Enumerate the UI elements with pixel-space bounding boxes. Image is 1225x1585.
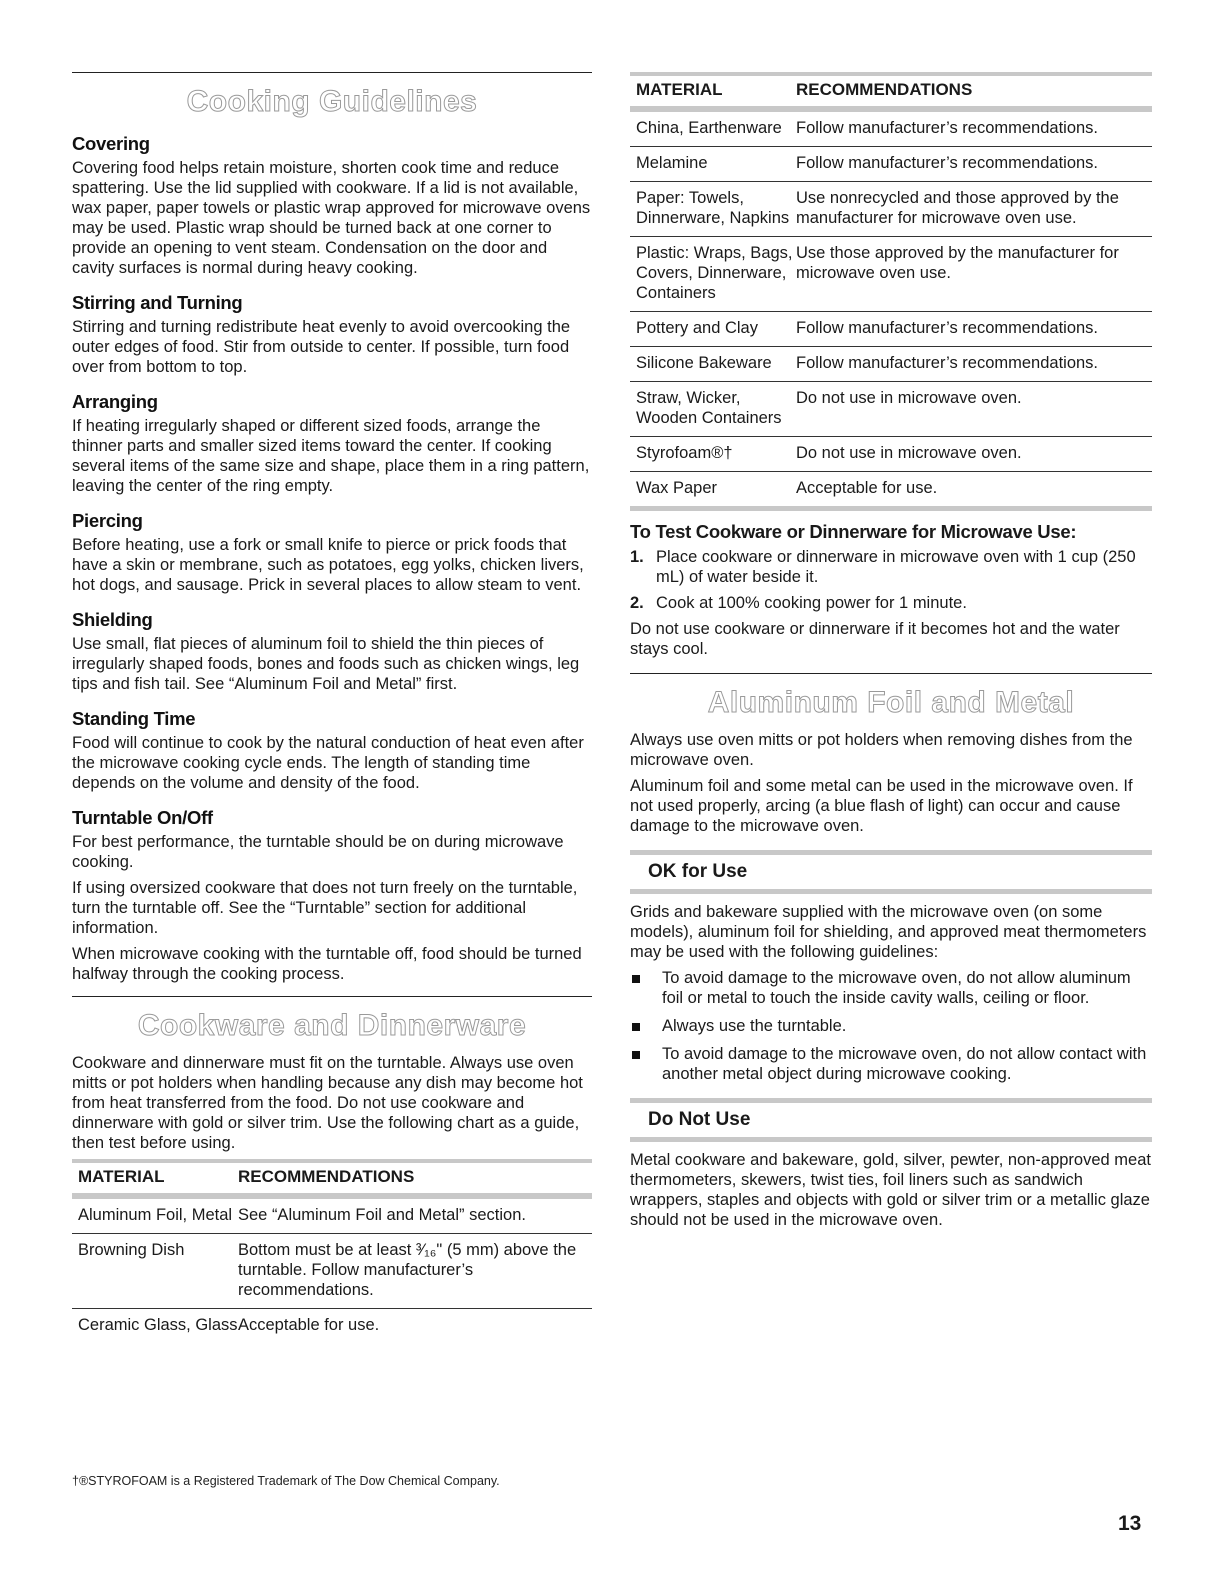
table-row bbox=[72, 1234, 592, 1309]
bullet-square-icon bbox=[630, 1016, 662, 1036]
do-not-use-heading: Do Not Use bbox=[630, 1098, 1152, 1142]
materials-table-right bbox=[630, 72, 1152, 511]
arranging-heading: Arranging bbox=[72, 391, 158, 412]
material-cell: Aluminum Foil, Metal bbox=[78, 1206, 233, 1224]
recommendations-header: RECOMMENDATIONS bbox=[796, 80, 973, 99]
recommendations-header: RECOMMENDATIONS bbox=[238, 1167, 415, 1186]
foil-text-1: Always use oven mitts or pot holders when removing dishes from the microwave oven. bbox=[630, 731, 1133, 769]
recommendation-cell: Do not use in microwave oven. bbox=[796, 444, 1022, 462]
bullet-text: To avoid damage to the microwave oven, do not allow aluminum foil or metal to touch the inside cavity walls, ceiling or floor. bbox=[662, 969, 1131, 1007]
material-cell: Paper: Towels, Dinnerware, Napkins bbox=[636, 189, 790, 227]
material-cell: China, Earthenware bbox=[636, 119, 782, 137]
turntable-text-2: If using oversized cookware that does not turn freely on the turntable, turn the turntable off. See the “Turntable” section for additional information. bbox=[72, 879, 578, 937]
material-cell: Browning Dish bbox=[78, 1241, 185, 1259]
table-row bbox=[630, 147, 1152, 182]
table-row bbox=[630, 237, 1152, 312]
step-item bbox=[630, 593, 1152, 613]
test-steps bbox=[630, 547, 1152, 613]
foil-text-2: Aluminum foil and some metal can be used in the microwave oven. If not used properly, arcing (a blue flash of light) can occur and cause damage to the microwave oven. bbox=[630, 777, 1133, 835]
recommendation-cell: Follow manufacturer’s recommendations. bbox=[796, 354, 1099, 372]
cookware-text: Cookware and dinnerware must fit on the turntable. Always use oven mitts or pot holders when handling because any dish may become hot from heat transferred from the food. Do not use cookware and dinnerware with gold or silver trim. Use the following chart as a guide, then test before using. bbox=[72, 1054, 583, 1152]
section-divider bbox=[630, 673, 1152, 674]
table-row bbox=[630, 437, 1152, 472]
table-row bbox=[72, 1309, 592, 1343]
page-number: 13 bbox=[1118, 1512, 1142, 1535]
standing-heading: Standing Time bbox=[72, 708, 196, 729]
test-note: Do not use cookware or dinnerware if it becomes hot and the water stays cool. bbox=[630, 620, 1120, 658]
turntable-text-1: For best performance, the turntable should be on during microwave cooking. bbox=[72, 833, 564, 871]
arranging-text: If heating irregularly shaped or different sized foods, arrange the thinner parts and smaller sized items toward the center. If cooking several items of the same size and shape, place them in a ring pattern, leaving the center of the ring empty. bbox=[72, 417, 590, 495]
right-column bbox=[630, 72, 1152, 1236]
stirring-heading: Stirring and Turning bbox=[72, 292, 243, 313]
table-header bbox=[630, 72, 1152, 112]
shielding-text: Use small, flat pieces of aluminum foil to shield the thin pieces of irregularly shaped foods, bones and foods such as chicken wings, leg tips and fish tail. See “Aluminum Foil and Metal” first. bbox=[72, 635, 580, 693]
piercing-heading: Piercing bbox=[72, 510, 143, 531]
turntable-heading: Turntable On/Off bbox=[72, 807, 213, 828]
material-cell: Styrofoam®† bbox=[636, 444, 733, 462]
aluminum-foil-title: Aluminum Foil and Metal bbox=[707, 686, 1075, 719]
material-cell: Plastic: Wraps, Bags, Covers, Dinnerware, Containers bbox=[636, 244, 793, 302]
material-cell: Pottery and Clay bbox=[636, 319, 758, 337]
stirring-text: Stirring and turning redistribute heat evenly to avoid overcooking the outer edges of food. Stir from outside to center. If possible, turn food over from bottom to top. bbox=[72, 318, 571, 376]
table-row bbox=[72, 1199, 592, 1234]
recommendation-cell: Use those approved by the manufacturer for microwave oven use. bbox=[796, 244, 1119, 282]
cooking-guidelines-title: Cooking Guidelines bbox=[186, 85, 478, 118]
material-cell: Ceramic Glass, Glass bbox=[78, 1316, 238, 1334]
material-cell: Melamine bbox=[636, 154, 708, 172]
materials-table-left bbox=[72, 1159, 592, 1343]
bullet-square-icon bbox=[630, 968, 662, 1008]
ok-for-use-list bbox=[630, 968, 1152, 1084]
do-not-use-text: Metal cookware and bakeware, gold, silver, pewter, non-approved meat thermometers, skewers, twist ties, foil liners such as sandwich wrappers, staples and objects with gold or silver trim or a metallic glaze should not be used in the microwave oven. bbox=[630, 1151, 1151, 1229]
material-header: MATERIAL bbox=[78, 1167, 165, 1186]
section-divider bbox=[72, 996, 592, 997]
recommendation-cell: Do not use in microwave oven. bbox=[796, 389, 1022, 407]
bullet-square-icon bbox=[630, 1044, 662, 1084]
list-item bbox=[630, 1016, 1152, 1036]
table-row bbox=[630, 472, 1152, 511]
table-row bbox=[630, 382, 1152, 437]
recommendation-cell: Use nonrecycled and those approved by the manufacturer for microwave oven use. bbox=[796, 189, 1119, 227]
material-header: MATERIAL bbox=[636, 80, 723, 99]
trademark-footnote: †®STYROFOAM is a Registered Trademark of The Dow Chemical Company. bbox=[72, 1474, 500, 1488]
covering-heading: Covering bbox=[72, 133, 150, 154]
bullet-text: To avoid damage to the microwave oven, do not allow contact with another metal object during microwave cooking. bbox=[662, 1045, 1147, 1083]
table-header bbox=[72, 1159, 592, 1199]
step-number: 2. bbox=[630, 594, 644, 612]
step-text: Place cookware or dinnerware in microwave oven with 1 cup (250 mL) of water beside it. bbox=[656, 548, 1136, 586]
table-row bbox=[630, 347, 1152, 382]
turntable-text-3: When microwave cooking with the turntable off, food should be turned halfway through the cooking process. bbox=[72, 945, 582, 983]
shielding-heading: Shielding bbox=[72, 609, 153, 630]
step-number: 1. bbox=[630, 548, 644, 566]
recommendation-cell: Follow manufacturer’s recommendations. bbox=[796, 154, 1099, 172]
piercing-text: Before heating, use a fork or small knife to pierce or prick foods that have a skin or membrane, such as potatoes, egg yolks, chicken livers, hot dogs, and sausage. Prick in several places to allow steam to vent. bbox=[72, 536, 584, 594]
table-row bbox=[630, 112, 1152, 147]
material-cell: Silicone Bakeware bbox=[636, 354, 772, 372]
covering-text: Covering food helps retain moisture, shorten cook time and reduce spattering. Use the lid supplied with cookware. If a lid is not available, wax paper, paper towels or plastic wrap approved for microwave ovens may be used. Plastic wrap should be turned back at one corner to provide an opening to vent steam. Condensation on the door and cavity surfaces is normal during heavy cooking. bbox=[72, 159, 591, 277]
recommendation-cell: Follow manufacturer’s recommendations. bbox=[796, 119, 1099, 137]
recommendation-cell: Acceptable for use. bbox=[238, 1316, 380, 1334]
table-row bbox=[630, 182, 1152, 237]
step-text: Cook at 100% cooking power for 1 minute. bbox=[656, 594, 967, 612]
material-cell: Straw, Wicker, Wooden Containers bbox=[636, 389, 782, 427]
table-row bbox=[630, 312, 1152, 347]
section-divider bbox=[72, 72, 592, 73]
ok-for-use-heading: OK for Use bbox=[630, 850, 1152, 894]
standing-text: Food will continue to cook by the natural conduction of heat even after the microwave cooking cycle ends. The length of standing time depends on the volume and density of the food. bbox=[72, 734, 584, 792]
test-cookware-heading: To Test Cookware or Dinnerware for Microwave Use: bbox=[630, 521, 1077, 542]
ok-for-use-text: Grids and bakeware supplied with the microwave oven (on some models), aluminum foil for shielding, and approved meat thermometers may be used with the following guidelines: bbox=[630, 903, 1147, 961]
cookware-title: Cookware and Dinnerware bbox=[137, 1009, 527, 1042]
bullet-text: Always use the turntable. bbox=[662, 1017, 847, 1035]
recommendation-cell: Acceptable for use. bbox=[796, 479, 938, 497]
list-item bbox=[630, 1044, 1152, 1084]
left-column bbox=[72, 72, 592, 1343]
recommendation-cell: See “Aluminum Foil and Metal” section. bbox=[238, 1206, 526, 1224]
list-item bbox=[630, 968, 1152, 1008]
recommendation-cell: Bottom must be at least ³⁄₁₆" (5 mm) above the turntable. Follow manufacturer’s recommendations. bbox=[238, 1241, 577, 1299]
recommendation-cell: Follow manufacturer’s recommendations. bbox=[796, 319, 1099, 337]
step-item bbox=[630, 547, 1152, 587]
material-cell: Wax Paper bbox=[636, 479, 718, 497]
